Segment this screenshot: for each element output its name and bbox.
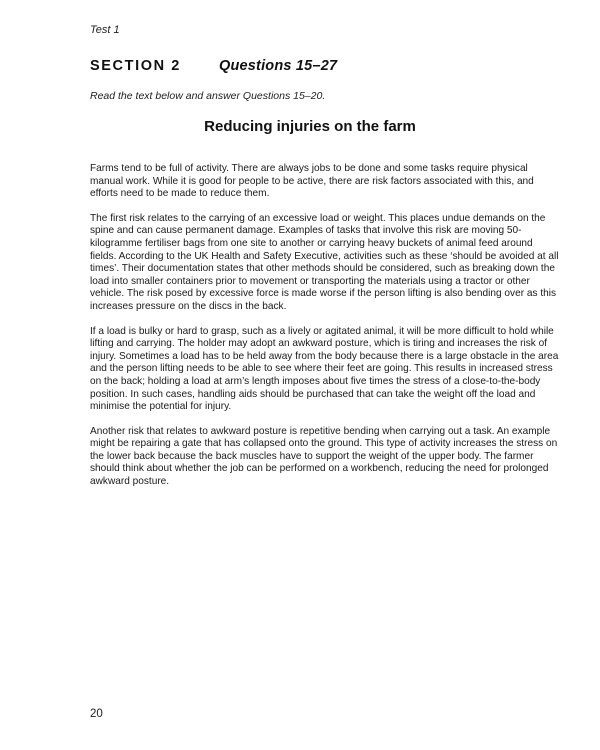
section-questions: Questions 15–27 [218,58,338,74]
article-body [90,163,560,501]
instruction-text: Read the text below and answer Questions 15–20. [90,90,326,102]
section-label: SECTION 2 [90,58,181,74]
paragraph-2: The first risk relates to the carrying of an excessive load or weight. This places undue demands on the spine and can cause permanent damage. Examples of tasks that involve this risk are moving 50-kilogramme fertiliser bags from one site to another or carrying heavy buckets of animal feed around fields. According to the UK Health and Safety Executive, activities such as these ‘should be avoided at all times’. Their documentation states that other methods should be considered, such as breaking down the load into smaller containers prior to movement or transporting the materials using a tractor or other vehicle. The risk posed by excessive force is made worse if the person lifting is also bending over as this increases pressure on the discs in the back. [90,212,559,312]
running-head: Test 1 [90,24,120,36]
section-heading [90,58,337,74]
paragraph-3: If a load is bulky or hard to grasp, such as a lively or agitated animal, it will be more difficult to hold while lifting and carrying. The holder may adopt an awkward posture, which is tiring and increases the risk of injury. Sometimes a load has to be held away from the body because there is a large obstacle in the area and the person lifting needs to be able to see where their feet are going. This results in increased stress on the back; holding a load at arm’s length imposes about five times the stress of a close-to-the-body position. In such cases, handling aids should be purchased that can take the weight off the load and minimise the potential for injury. [90,325,559,413]
paragraph-4: Another risk that relates to awkward posture is repetitive bending when carrying out a task. An example might be repairing a gate that has collapsed onto the ground. This type of activity increases the stress on the lower back because the back muscles have to support the weight of the upper body. The farmer should think about whether the job can be performed on a workbench, reducing the need for prolonged awkward posture. [90,425,558,488]
page-number: 20 [90,708,103,720]
paragraph-1: Farms tend to be full of activity. There are always jobs to be done and some tasks require physical manual work. While it is good for people to be active, there are risk factors associated with this, and efforts need to be made to reduce them. [90,163,534,200]
article-title: Reducing injuries on the farm [204,118,416,135]
